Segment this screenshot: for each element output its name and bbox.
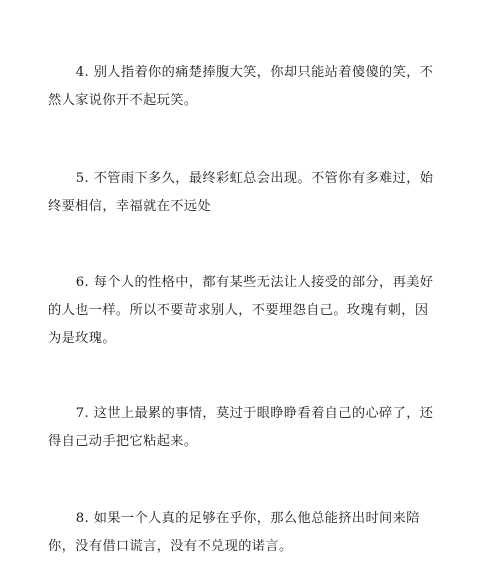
quote-paragraph-5: 5. 不管雨下多久，最终彩虹总会出现。不管你有多难过，始终要相信，幸福就在不远处 <box>48 171 434 214</box>
quote-paragraph-8: 8. 如果一个人真的足够在乎你，那么他总能挤出时间来陪你，没有借口谎言，没有不兑现的诺言。 <box>48 511 420 554</box>
quote-paragraph-6: 6. 每个人的性格中，都有某些无法让人接受的部分，再美好的人也一样。所以不要苛求别人，不要埋怨自己。玫瑰有刺，因为是玫瑰。 <box>48 275 434 346</box>
quote-paragraph-7: 7. 这世上最累的事情，莫过于眼睁睁看着自己的心碎了，还得自己动手把它粘起来。 <box>48 406 434 449</box>
quote-paragraph-4: 4. 别人指着你的痛楚捧腹大笑，你却只能站着傻傻的笑，不然人家说你开不起玩笑。 <box>48 65 434 108</box>
